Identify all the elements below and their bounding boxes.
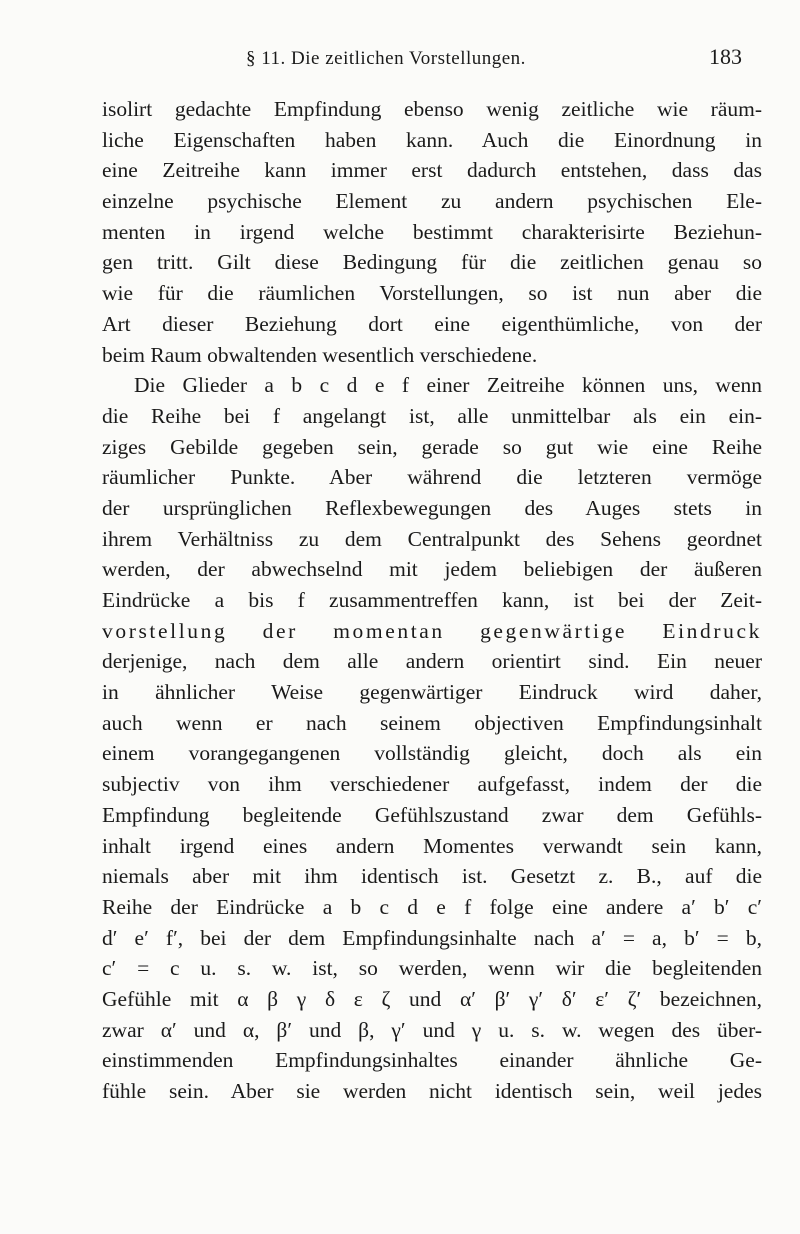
text-line: Die Glieder a b c d e f einer Zeitreihe können uns, wenn <box>134 373 762 398</box>
text-line: ihrem Verhältniss zu dem Centralpunkt des Sehens geordnet <box>102 526 762 551</box>
text-line: Reihe der Eindrücke a b c d e f folge eine andere a′ b′ c′ <box>102 894 762 919</box>
text-line: werden, der abwechselnd mit jedem beliebigen der äußeren <box>102 557 762 582</box>
text-line: vorstellung der momentan gegenwärtige Eindruck <box>102 618 762 643</box>
text-line: subjectiv von ihm verschiedener aufgefasst, indem der die <box>102 772 762 797</box>
page-number: 183 <box>709 44 742 69</box>
text-line: derjenige, nach dem alle andern orientirt sind. Ein neuer <box>102 649 762 674</box>
text-line: eine Zeitreihe kann immer erst dadurch entstehen, dass das <box>102 158 762 183</box>
text-line: einstimmenden Empfindungsinhaltes einander ähnliche Ge- <box>102 1048 762 1073</box>
text-line: menten in irgend welche bestimmt charakterisirte Beziehun- <box>102 219 762 244</box>
text-line: der ursprünglichen Reflexbewegungen des Auges stets in <box>102 495 762 520</box>
body-text <box>102 94 762 1107</box>
text-line: zwar α′ und α, β′ und β, γ′ und γ u. s. w. wegen des über- <box>102 1017 762 1042</box>
text-line: die Reihe bei f angelangt ist, alle unmittelbar als ein ein- <box>102 403 762 428</box>
text-line: d′ e′ f′, bei der dem Empfindungsinhalte nach a′ = a, b′ = b, <box>102 925 762 950</box>
text-line: auch wenn er nach seinem objectiven Empfindungsinhalt <box>102 710 762 735</box>
text-line: c′ = c u. s. w. ist, so werden, wenn wir die begleitenden <box>102 956 762 981</box>
text-line: inhalt irgend eines andern Momentes verwandt sein kann, <box>102 833 762 858</box>
text-line: liche Eigenschaften haben kann. Auch die Einordnung in <box>102 127 762 152</box>
text-line: niemals aber mit ihm identisch ist. Gesetzt z. B., auf die <box>102 864 762 889</box>
text-line: gen tritt. Gilt diese Bedingung für die zeitlichen genau so <box>102 250 762 275</box>
text-line: räumlicher Punkte. Aber während die letzteren vermöge <box>102 465 762 490</box>
text-line: Art dieser Beziehung dort eine eigenthümliche, von der <box>102 311 762 336</box>
text-line: Gefühle mit α β γ δ ε ζ und α′ β′ γ′ δ′ ε′ ζ′ bezeichnen, <box>102 986 762 1011</box>
page-header <box>246 44 742 74</box>
text-line: ziges Gebilde gegeben sein, gerade so gut wie eine Reihe <box>102 434 762 459</box>
text-line: fühle sein. Aber sie werden nicht identisch sein, weil jedes <box>102 1079 762 1103</box>
text-line: in ähnlicher Weise gegenwärtiger Eindruck wird daher, <box>102 680 762 705</box>
text-line: einem vorangegangenen vollständig gleicht, doch als ein <box>102 741 762 766</box>
running-head: § 11. Die zeitlichen Vorstellungen. <box>246 48 526 69</box>
text-line: Eindrücke a bis f zusammentreffen kann, ist bei der Zeit- <box>102 588 762 612</box>
text-line: isolirt gedachte Empfindung ebenso wenig zeitliche wie räum- <box>102 97 762 121</box>
text-line: einzelne psychische Element zu andern psychischen Ele- <box>102 189 762 214</box>
text-line: Empfindung begleitende Gefühlszustand zwar dem Gefühls- <box>102 802 762 827</box>
text-line: beim Raum obwaltenden wesentlich verschiedene. <box>102 342 538 367</box>
text-line: wie für die räumlichen Vorstellungen, so ist nun aber die <box>102 281 762 306</box>
